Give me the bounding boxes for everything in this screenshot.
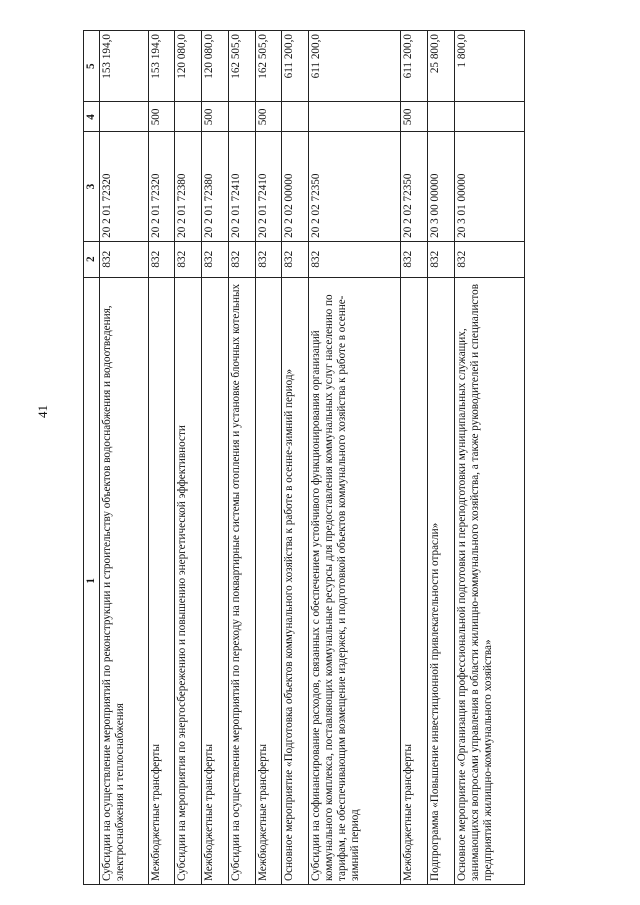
row-sum-cell: 1 800,0 [454,31,524,103]
table-row [228,31,255,885]
row-sum-cell: 611 200,0 [282,31,309,103]
budget-table [83,30,525,885]
row-code-cell: 832 [427,241,454,277]
row-vr-cell [454,102,524,132]
row-code-cell: 832 [282,241,309,277]
column-header: 5 [84,31,100,103]
row-name-cell: Субсидии на осуществление мероприятий по переходу на поквартирные системы отопления и установке блочных котельных [228,277,255,884]
row-name-cell: Субсидии на софинансирование расходов, связанных с обеспечением устойчивого функционирования организаций коммунального комплекса, поставляющих коммунальные ресурсы для предоставления коммунальных услуг населению по тарифам, не обеспечивающим возмещение издержек, и подготовкой объектов коммунального хозяйства к работе в осенне-зимний период [309,277,401,884]
row-sum-cell: 120 080,0 [202,31,229,103]
row-vr-cell: 500 [255,102,282,132]
row-name-cell: Подпрограмма «Повышение инвестиционной привлекательности отрасли» [427,277,454,884]
row-csr-cell: 20 2 01 72410 [228,132,255,242]
row-vr-cell [100,102,149,132]
row-vr-cell [282,102,309,132]
row-sum-cell: 153 194,0 [148,31,175,103]
row-name-cell: Субсидии на осуществление мероприятий по реконструкции и строительству объектов водоснабжения и водоотведения, электроснабжения и теплоснабжения [100,277,149,884]
table-row [401,31,428,885]
row-sum-cell: 611 200,0 [309,31,401,103]
table-row [255,31,282,885]
row-csr-cell: 20 2 01 72320 [148,132,175,242]
row-code-cell: 832 [228,241,255,277]
table-row [427,31,454,885]
row-name-cell: Субсидии на мероприятия по энергосбережению и повышению энергетической эффективности [175,277,202,884]
row-code-cell: 832 [309,241,401,277]
row-vr-cell: 500 [148,102,175,132]
row-vr-cell [175,102,202,132]
row-csr-cell: 20 2 02 72350 [309,132,401,242]
rotated-table-container [83,30,525,885]
table-row [148,31,175,885]
row-csr-cell: 20 2 01 72320 [100,132,149,242]
row-code-cell: 832 [255,241,282,277]
row-csr-cell: 20 3 00 00000 [427,132,454,242]
row-name-cell: Основное мероприятие «Организация профессиональной подготовки и переподготовки муниципальных служащих, занимающихся вопросами управления в области жилищно-коммунального хозяйства, а также руководителей и специалистов предприятий жилищно-коммунального хозяйства» [454,277,524,884]
row-csr-cell: 20 2 01 72380 [175,132,202,242]
header-row [84,31,100,885]
column-header: 4 [84,102,100,132]
row-name-cell: Межбюджетные трансферты [202,277,229,884]
row-code-cell: 832 [401,241,428,277]
row-vr-cell: 500 [401,102,428,132]
row-vr-cell: 500 [202,102,229,132]
row-csr-cell: 20 2 01 72380 [202,132,229,242]
table-row [282,31,309,885]
row-sum-cell: 153 194,0 [100,31,149,103]
row-csr-cell: 20 2 02 00000 [282,132,309,242]
column-header: 3 [84,132,100,242]
row-csr-cell: 20 2 02 72350 [401,132,428,242]
row-name-cell: Межбюджетные трансферты [401,277,428,884]
row-sum-cell: 25 800,0 [427,31,454,103]
column-header: 1 [84,277,100,884]
table-row [309,31,401,885]
row-code-cell: 832 [202,241,229,277]
row-name-cell: Межбюджетные трансферты [148,277,175,884]
row-csr-cell: 20 3 01 00000 [454,132,524,242]
row-code-cell: 832 [148,241,175,277]
table-body [100,31,525,885]
row-csr-cell: 20 2 01 72410 [255,132,282,242]
table-row [100,31,149,885]
row-code-cell: 832 [175,241,202,277]
row-vr-cell [427,102,454,132]
page-number: 41 [35,405,50,418]
row-sum-cell: 611 200,0 [401,31,428,103]
row-sum-cell: 162 505,0 [255,31,282,103]
row-sum-cell: 120 080,0 [175,31,202,103]
row-code-cell: 832 [100,241,149,277]
row-sum-cell: 162 505,0 [228,31,255,103]
table-row [175,31,202,885]
column-header: 2 [84,241,100,277]
row-vr-cell [309,102,401,132]
table-row [202,31,229,885]
table-row [454,31,524,885]
row-vr-cell [228,102,255,132]
row-code-cell: 832 [454,241,524,277]
row-name-cell: Межбюджетные трансферты [255,277,282,884]
row-name-cell: Основное мероприятие «Подготовка объектов коммунального хозяйства к работе в осенне-зимний период» [282,277,309,884]
